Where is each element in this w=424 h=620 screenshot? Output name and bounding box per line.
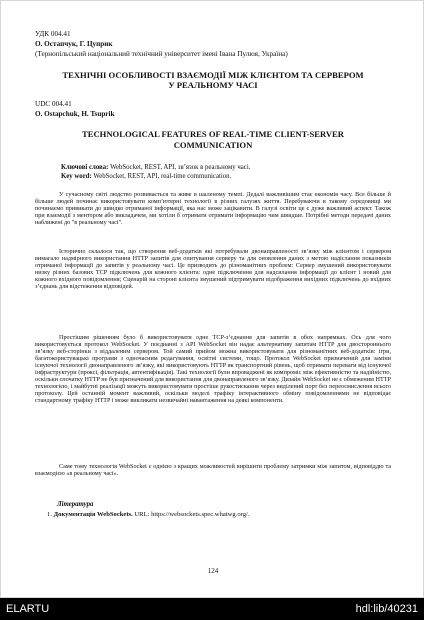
keywords-ua xyxy=(61,164,250,173)
paragraph-3: Простішим рішенням було б використовувати одне TCP-з’єднання для запитів в обох напрямках. Ось для чого використовується протокол WebSocket. У поєднанні з API WebSocket він надає альтернативу запитам HTTP для двостороннього зв’язку веб-сторінки з віддаленим сервером. Той самий прийом можна використовувати для різноманітних веб-додатків: ігри, багатокористувацькі програми з одночасним редагування, освітні системи, тощо. Протокол WebSocket призначений для заміни існуючої технології двонаправленого зв’язку, які використовують HTTP як транспортний рівень, щоб отримати переваги від існуючої інфраструктури (проксі, фільтрація, автентифікація). Такі технології були впроваджені як компроміс між ефективністю та надійністю, оскільки спочатку HTTP не був призначений для використання для двонаправленого зв’язку. Дизайн WebSocket не є обмеженим HTTP технологією, і майбутні реалізації можуть використовувати простіше рукостискання через виділений порт без переосмислення всього протоколу. Цей останній момент важливий, оскільки моделі трафіку інтерактивного обміну повідомленнями не відповідає стандартному трафіку HTTP і може викликати незвичайні навантаження на деякі компоненти. xyxy=(35,334,391,405)
paragraph-4: Саме тому технологія WebSocket є однією з кращих можливостей вирішити проблему затримки між запитом, відповіддю та взаємодією «в реальному часі». xyxy=(35,463,391,478)
authors-en: O. Ostapchuk, H. Tsuprik xyxy=(35,110,115,118)
title-en-line1: TECHNOLOGICAL FEATURES OF REAL-TIME CLIENT-SERVER xyxy=(81,129,344,139)
udc-en: UDC 004.41 xyxy=(35,100,72,108)
reference-item xyxy=(47,511,250,519)
keywords-en xyxy=(61,173,231,182)
repository-footer xyxy=(0,598,424,620)
keywords-en-text: WebSocket, REST, API, real-time communication. xyxy=(91,173,232,180)
authors-ua: О. Остапчук, Г. Цуприк xyxy=(35,40,113,48)
keywords-ua-text: WebSocket, REST, API, зв’язок в реальному часі. xyxy=(108,164,251,171)
udc-ua: УДК 004.41 xyxy=(35,30,71,38)
reference-title: Документація WebSockets. xyxy=(53,511,133,518)
literature-heading: Література xyxy=(57,501,94,508)
title-ua-line1: ТЕХНІЧНІ ОСОБЛИВОСТІ ВЗАЄМОДІЇ МІЖ КЛІЄНТОМ ТА СЕРВЕРОМ xyxy=(62,70,364,80)
reference-number: 1. xyxy=(47,511,52,518)
keywords-en-label: Key word: xyxy=(61,173,92,180)
keywords-ua-label: Ключові слова: xyxy=(61,164,109,171)
footer-left-label: ELARTU xyxy=(6,603,50,615)
paragraph-1: У сучасному світі людство розвивається та живе в шаленому темпі. Дедалі важливішим стає економія часу. Все більше й більше людей починає використовувати комп’ютерні технології в різних галузях життя. Перебуваючи в такому середовищі ми починаємо привикати до швидко отриманої інформації, яка нас може зацікавити. В галузі освіти це є дуже важливий аспект. Також при взаємодії з ментором або викладачем, ми хотіли б отримати отримати інформацію чим швидше. Потрібні методи передачі даних наближені до "в реальному часі". xyxy=(35,191,391,227)
affiliation-ua: (Тернопільський національний технічний університет імені Івана Пулюя, Україна) xyxy=(35,50,288,58)
title-en-line2: COMMUNICATION xyxy=(173,140,253,150)
page-number: 124 xyxy=(207,567,219,575)
footer-handle[interactable]: hdl:lib/40231 xyxy=(355,603,418,615)
reference-url[interactable]: URL: https://websockets.spec.whatwg.org/. xyxy=(132,511,250,518)
paragraph-2: Історично склалося так, що створення веб-додатків які потребували двонаправленості зв’язку між клієнтом і сервером вимагало надмірного використання HTTP запитів для опитування серверу та для оновлення даних з метою надіслання показників отриманої інформації до запитів у реальному часі. Це призводить до різноманітних проблем: Сервер змушений використовувати низку різних базових TCP підключень для кожного клієнта: одне підключення для надсилання інформації до клієнт і новий для кожного вхідного повідомлення; Сценарій на стороні клієнта змушений підтримувати відображення вихідних підключень до вхідних з’єднань для відстеження відповідей. xyxy=(35,248,391,291)
title-ua-line2: У РЕАЛЬНОМУ ЧАСІ xyxy=(168,80,258,90)
